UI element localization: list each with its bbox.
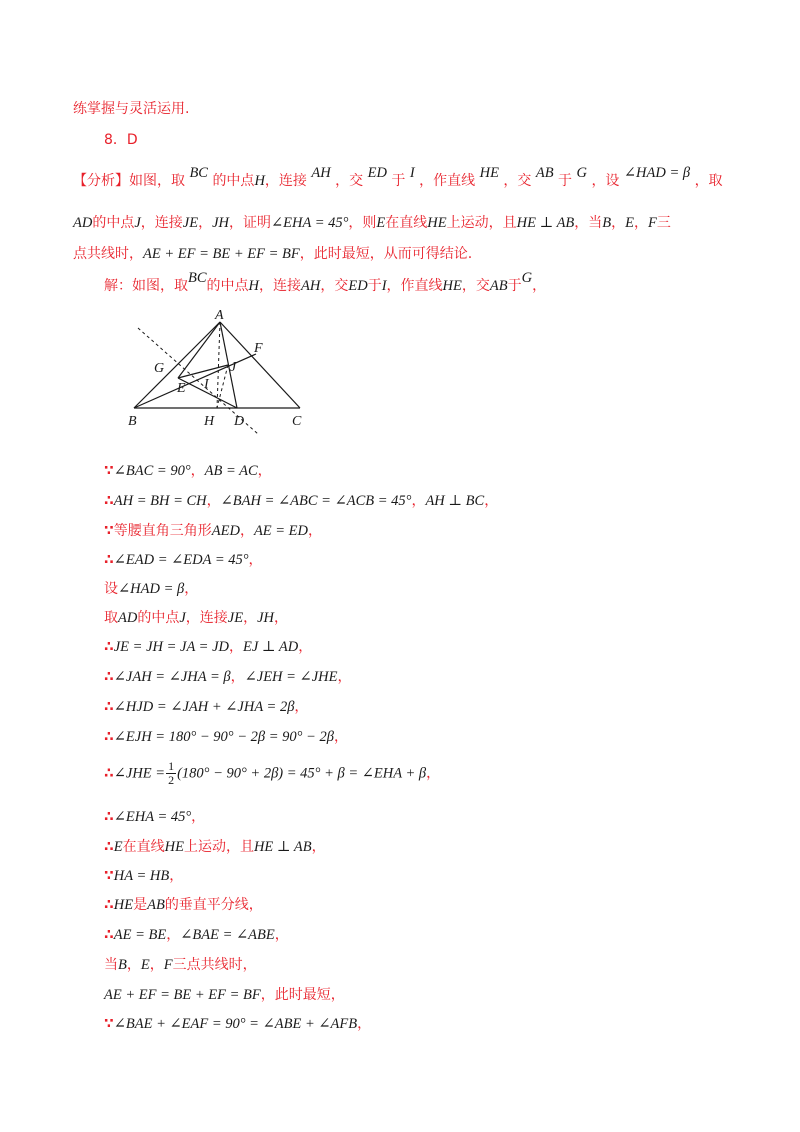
text: 点共线时， (73, 246, 143, 262)
math-term: JH (257, 610, 274, 626)
text: ， (333, 729, 348, 745)
math-term: AH (301, 278, 321, 294)
label-a: A (215, 308, 224, 323)
text: ，作直线 (419, 173, 476, 189)
therefore-symbol: ∴ (104, 839, 114, 855)
math-term: ED (348, 278, 368, 294)
text: 上运动，且 (183, 839, 254, 855)
because-symbol: ∵ (104, 868, 114, 884)
proof-line-6 (104, 607, 288, 627)
therefore-symbol: ∴ (104, 552, 114, 568)
text: ，连接 (264, 173, 307, 189)
text: 的中点 (206, 278, 249, 294)
math-term: E (140, 957, 150, 973)
math-equation: ∠EJH = 180° − 90° − 2β = 90° − 2β (113, 729, 334, 745)
math-equation: AH = BH = CH (113, 493, 207, 509)
text: ， (532, 278, 547, 294)
text: ， (294, 699, 309, 715)
math-term: HE (113, 897, 134, 913)
text: 于 (391, 173, 406, 189)
math-term: BC (188, 270, 207, 286)
text: ， (169, 868, 184, 884)
proof-line-18 (104, 984, 345, 1004)
math-equation: AH ⊥ BC (425, 493, 485, 509)
math-equation: HE ⊥ AB (253, 839, 312, 855)
math-term: F (163, 957, 173, 973)
proof-line-15 (104, 894, 263, 914)
proof-line-4 (104, 549, 263, 569)
fraction-one-half (166, 760, 176, 787)
proof-line-16 (104, 924, 289, 944)
segment-ah (217, 322, 220, 408)
text: 于 (367, 278, 382, 294)
math-equation: ∠HJD = ∠JAH + ∠JHA = 2β (113, 699, 295, 715)
math-term: ED (367, 165, 387, 181)
text: 三 (656, 215, 671, 231)
math-equation: ∠BAC = 90° (113, 463, 191, 479)
math-equation: AE + EF = BE + EF = BF (143, 246, 300, 262)
math-term: B (602, 215, 612, 231)
therefore-symbol: ∴ (104, 639, 114, 655)
analysis-line-1 (73, 165, 723, 190)
math-term: HE (164, 839, 184, 855)
text: 等腰直角三角形 (113, 523, 212, 539)
proof-line-19 (104, 1013, 371, 1033)
therefore-symbol: ∴ (104, 765, 114, 782)
text: ， (411, 493, 426, 509)
segment-ae (178, 322, 220, 378)
label-e: E (177, 381, 186, 396)
text: ， (239, 523, 254, 539)
question-number (104, 129, 138, 149)
math-equation: ∠JHE = (113, 765, 166, 782)
text: ， (426, 765, 441, 782)
text: 于 (558, 173, 573, 189)
label-f: F (254, 341, 263, 356)
label-d: D (234, 414, 245, 429)
math-term: AD (118, 610, 138, 626)
text: ， (274, 927, 289, 943)
text: ，连接 (140, 215, 183, 231)
math-term: AH (311, 165, 331, 181)
math-term: AB (147, 897, 165, 913)
math-term: HE (479, 165, 499, 181)
geometry-figure (120, 308, 320, 443)
text: ， (229, 639, 243, 655)
text: ，此时最短，从而可得结论. (299, 246, 473, 262)
math-term: B (118, 957, 127, 973)
text: ， (298, 639, 313, 655)
label-b: B (128, 414, 137, 429)
text: 的垂直平分线， (164, 897, 263, 913)
text: ， (243, 610, 258, 626)
math-equation: ∠EAD = ∠EDA = 45° (113, 552, 249, 568)
math-equation: AE + EF = BE + EF = BF (104, 987, 261, 1003)
text: 在直线 (385, 215, 428, 231)
math-term: AB (535, 165, 554, 181)
text: 【分析】如图，取 (73, 173, 185, 189)
text: 三点共线时， (172, 957, 257, 973)
answer-label: 8．D (104, 132, 138, 148)
text: ，交 (335, 173, 364, 189)
text: ， (230, 669, 245, 685)
text-line-1 (73, 98, 189, 118)
math-term: E (625, 215, 635, 231)
text: 练掌握与灵活运用. (73, 101, 190, 117)
text: ， (311, 839, 326, 855)
segment-je (178, 365, 228, 378)
math-equation: ∠BAH = ∠ABC = ∠ACB = 45° (220, 493, 412, 509)
math-term: F (648, 215, 657, 231)
math-term: J (179, 610, 186, 626)
segment-bf (134, 354, 256, 408)
text: ， (184, 581, 199, 597)
math-term: JE (227, 610, 244, 626)
math-term: H (248, 278, 260, 294)
text: ，证明 (229, 215, 271, 231)
math-term: J (134, 215, 141, 231)
proof-line-10 (104, 726, 348, 746)
text: 于 (507, 278, 522, 294)
text: ，交 (461, 278, 490, 294)
math-equation: AB = AC (204, 463, 258, 479)
math-equation: AE = BE (113, 927, 167, 943)
text: 是 (133, 897, 148, 913)
text: 上运动，且 (446, 215, 517, 231)
because-symbol: ∵ (104, 1016, 114, 1032)
therefore-symbol: ∴ (104, 927, 114, 943)
math-term: ∠EHA = 45° (271, 215, 349, 231)
math-equation: ∠BAE = ∠ABE (180, 927, 275, 943)
math-term: HE (442, 278, 462, 294)
text: ， (126, 957, 141, 973)
therefore-symbol: ∴ (104, 897, 114, 913)
therefore-symbol: ∴ (104, 809, 114, 825)
math-equation: AE = ED (253, 523, 309, 539)
text: ，则 (348, 215, 377, 231)
proof-line-1 (104, 460, 272, 480)
math-term: AD (73, 215, 93, 231)
math-equation: (180° − 90° + 2β) = 45° + β = ∠EHA + β (177, 765, 427, 782)
proof-line-13 (104, 836, 326, 856)
text: ，此时最短， (260, 987, 345, 1003)
math-equation: ∠JEH = ∠JHE (244, 669, 338, 685)
math-equation: JE = JH = JA = JD (113, 639, 229, 655)
math-equation: ∠HAD = β (118, 581, 185, 597)
math-equation: ∠BAE + ∠EAF = 90° = ∠ABE + ∠AFB (113, 1016, 358, 1032)
text: ， (337, 669, 352, 685)
text: ， (149, 957, 164, 973)
label-g: G (154, 361, 165, 376)
text: ， (611, 215, 626, 231)
math-equation: ∠EHA = 45° (113, 809, 192, 825)
text: ， (198, 215, 213, 231)
therefore-symbol: ∴ (104, 669, 114, 685)
text: ， (206, 493, 221, 509)
text: ， (191, 809, 206, 825)
text: 解：如图，取 (104, 278, 188, 294)
proof-line-5 (104, 578, 198, 598)
text: ， (274, 610, 288, 626)
proof-line-8 (104, 666, 351, 686)
math-term: JE (182, 215, 199, 231)
math-equation: HA = HB (113, 868, 170, 884)
text: ，交 (320, 278, 349, 294)
math-term: I (409, 165, 415, 181)
label-c: C (292, 414, 302, 429)
text: 取 (104, 610, 118, 626)
analysis-line-3 (73, 243, 472, 263)
math-term: JH (212, 215, 229, 231)
text: ， (308, 523, 323, 539)
math-term: AB (489, 278, 508, 294)
math-term: HE (427, 215, 447, 231)
text: ，连接 (259, 278, 302, 294)
label-h: H (204, 414, 215, 429)
fraction-numerator: 1 (168, 759, 175, 773)
math-term: BC (189, 165, 208, 181)
math-term: AED (211, 523, 240, 539)
proof-line-2 (104, 490, 498, 510)
fraction-denominator: 2 (168, 773, 175, 787)
proof-line-14 (104, 865, 183, 885)
text: ， (257, 463, 272, 479)
text: ， (634, 215, 649, 231)
math-term: G (521, 270, 533, 286)
text: 的中点 (212, 173, 255, 189)
text: ，交 (503, 173, 532, 189)
proof-line-12 (104, 806, 205, 826)
text: ， (357, 1016, 372, 1032)
math-term: I (381, 278, 387, 294)
therefore-symbol: ∴ (104, 493, 114, 509)
text: ，当 (574, 215, 603, 231)
text: ， (190, 463, 205, 479)
solution-line-1 (104, 270, 547, 295)
text: 在直线 (122, 839, 165, 855)
text: ， (484, 493, 499, 509)
because-symbol: ∵ (104, 463, 114, 479)
math-term: G (576, 165, 587, 181)
text: ，连接 (185, 610, 228, 626)
text: 设 (104, 581, 118, 597)
label-j: J (230, 360, 237, 375)
math-equation: ∠JAH = ∠JHA = β (113, 669, 231, 685)
math-equation: EJ ⊥ AD (243, 639, 299, 655)
text: ，取 (694, 173, 723, 189)
therefore-symbol: ∴ (104, 699, 114, 715)
math-term: E (376, 215, 386, 231)
text: ，作直线 (386, 278, 443, 294)
math-term: HE ⊥ AB (516, 215, 575, 231)
proof-line-9 (104, 696, 308, 716)
math-term: H (254, 173, 265, 189)
therefore-symbol: ∴ (104, 729, 114, 745)
text: ，设 (591, 173, 620, 189)
label-i: I (204, 377, 209, 392)
proof-line-11 (104, 760, 440, 787)
text: ， (248, 552, 263, 568)
because-symbol: ∵ (104, 523, 114, 539)
text: ， (166, 927, 181, 943)
analysis-line-2 (73, 212, 671, 232)
text: 当 (104, 957, 118, 973)
math-term: ∠HAD = β (623, 165, 691, 181)
text: 的中点 (92, 215, 135, 231)
proof-line-3 (104, 520, 322, 540)
text: 的中点 (137, 610, 180, 626)
proof-line-17 (104, 954, 257, 974)
math-term: E (113, 839, 123, 855)
proof-line-7 (104, 636, 312, 656)
